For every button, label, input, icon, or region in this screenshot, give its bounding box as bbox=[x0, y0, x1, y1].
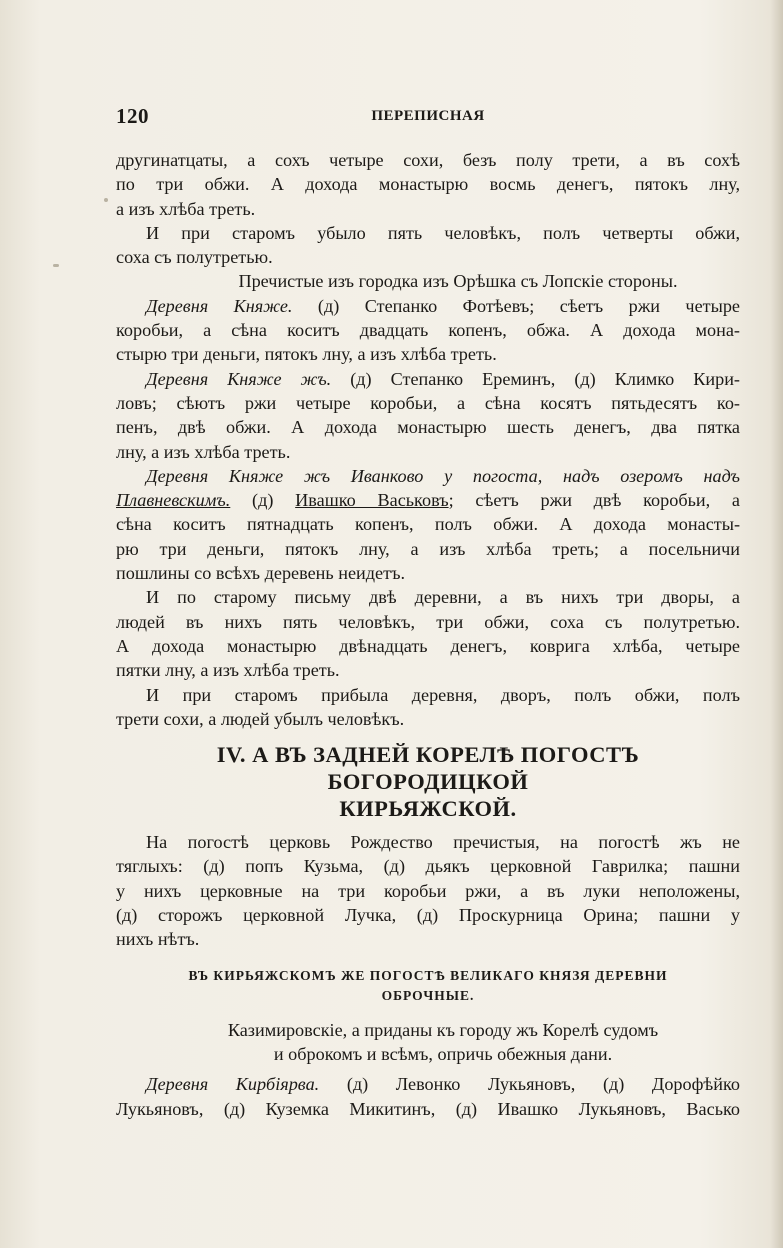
ink-speck bbox=[53, 264, 59, 267]
person-name: Ивашко Васьковъ bbox=[295, 490, 449, 511]
text-line: соха съ полутретью. bbox=[116, 247, 273, 268]
village-entry bbox=[116, 367, 740, 464]
paragraph bbox=[116, 221, 740, 270]
village-entry bbox=[116, 1072, 740, 1121]
text-line: нихъ нѣтъ. bbox=[116, 929, 200, 950]
text-line: Деревня Княже жъ. (д) Степанко Ереминъ, (д) Климко Кири- bbox=[146, 368, 740, 389]
text-line: трети сохи, а людей убылъ человѣкъ. bbox=[116, 708, 405, 729]
text-line: а изъ хлѣба треть. bbox=[116, 198, 256, 219]
village-entry bbox=[116, 464, 740, 585]
section-heading: IV. А ВЪ ЗАДНЕЙ КОРЕЛѢ ПОГОСТЪ БОГОРОДИЦКОЙ КИРЬЯЖСКОЙ. bbox=[216, 742, 640, 822]
text-line: ловъ; сѣютъ ржи четыре коробьи, а сѣна косятъ пятьдесятъ ко- bbox=[116, 392, 740, 413]
paragraph bbox=[116, 683, 740, 732]
paragraph bbox=[116, 269, 740, 293]
paragraph bbox=[116, 830, 740, 951]
text-line: пошлины со всѣхъ деревень неидетъ. bbox=[116, 563, 406, 584]
text-line: Деревня Кирбіярва. (д) Левонко Лукьяновъ, (д) Дорофѣйко bbox=[146, 1074, 740, 1095]
village-entry bbox=[116, 294, 740, 367]
text-line: А дохода монастырю двѣнадцать денегъ, коврига хлѣба, четыре bbox=[116, 635, 740, 656]
text-line: Лукьяновъ, (д) Куземка Микитинъ, (д) Ивашко Лукьяновъ, Васько bbox=[116, 1098, 740, 1119]
sub-heading: ВЪ КИРЬЯЖСКОМЪ ЖЕ ПОГОСТѢ ВЕЛИКАГО КНЯЗЯ ДЕРЕВНИ ОБРОЧНЫЕ. bbox=[188, 967, 668, 1003]
page-number: 120 bbox=[116, 104, 149, 128]
text-line: рю три деньги, пятокъ лну, а изъ хлѣба треть; а посельничи bbox=[116, 538, 740, 559]
paragraph bbox=[116, 148, 740, 221]
text-line: (д) сторожъ церковной Лучка, (д) Проскурница Орина; пашни у bbox=[116, 905, 740, 926]
text-line: На погостѣ церковь Рождество пречистыя, на погостѣ жъ не bbox=[146, 832, 740, 853]
village-name: Плавневскимъ. bbox=[116, 490, 231, 511]
village-name: Деревня Княже жъ. bbox=[146, 368, 332, 389]
text-line: Пречистые изъ городка изъ Орѣшка съ Лопскіе стороны. bbox=[238, 271, 678, 292]
text-line: Казимировскіе, а приданы къ городу жъ Корелѣ судомъ bbox=[227, 1019, 659, 1040]
text-line: у нихъ церковные на три коробьи ржи, а въ луки неположены, bbox=[116, 880, 740, 901]
text-line: И при старомъ убыло пять человѣкъ, полъ четверты обжи, bbox=[146, 222, 740, 243]
text-line: пенъ, двѣ обжи. А дохода монастырю шесть денегъ, два пятка bbox=[116, 417, 740, 438]
body-text bbox=[116, 148, 740, 1121]
text-line: И при старомъ прибыла деревня, дворъ, полъ обжи, полъ bbox=[146, 684, 740, 705]
paragraph bbox=[116, 1018, 740, 1067]
village-name: Деревня Кирбіярва. bbox=[146, 1074, 320, 1095]
text-line: лну, а изъ хлѣба треть. bbox=[116, 441, 291, 462]
text-line: по три обжи. А дохода монастырю восмь денегъ, пятокъ лну, bbox=[116, 174, 740, 195]
text-line: и оброкомъ и всѣмъ, опричь обежныя дани. bbox=[273, 1043, 613, 1064]
text-line: Деревня Княже. (д) Степанко Фотѣевъ; сѣетъ ржи четыре bbox=[146, 295, 740, 316]
paragraph bbox=[116, 585, 740, 682]
text-line: Плавневскимъ. (д) Ивашко Васьковъ; сѣетъ ржи двѣ коробьи, а bbox=[116, 490, 740, 511]
page-header bbox=[116, 104, 740, 130]
text-line: стырю три деньги, пятокъ лну, а изъ хлѣба треть. bbox=[116, 344, 497, 365]
village-name: Деревня Княже жъ Иванково у погоста, надъ озеромъ надъ bbox=[146, 465, 740, 486]
text-line: И по старому письму двѣ деревни, а въ нихъ три дворы, а bbox=[146, 587, 740, 608]
text-line: пятки лну, а изъ хлѣба треть. bbox=[116, 660, 340, 681]
village-name: Деревня Княже. bbox=[146, 295, 293, 316]
text-line: людей въ нихъ пять человѣкъ, три обжи, соха съ полутретью. bbox=[116, 611, 740, 632]
text-line: другинатцаты, а сохъ четыре сохи, безъ полу трети, а въ сохѣ bbox=[116, 150, 740, 170]
ink-speck bbox=[104, 198, 108, 202]
running-head: ПЕРЕПИСНАЯ bbox=[371, 108, 485, 124]
text-line: тяглыхъ: (д) попъ Кузьма, (д) дьякъ церковной Гаврилка; пашни bbox=[116, 856, 740, 877]
text-line: сѣна коситъ пятнадцать копенъ, полъ обжи. А дохода монасты- bbox=[116, 514, 740, 535]
text-line: коробьи, а сѣна коситъ двадцать копенъ, обжа. А дохода мона- bbox=[116, 320, 740, 341]
